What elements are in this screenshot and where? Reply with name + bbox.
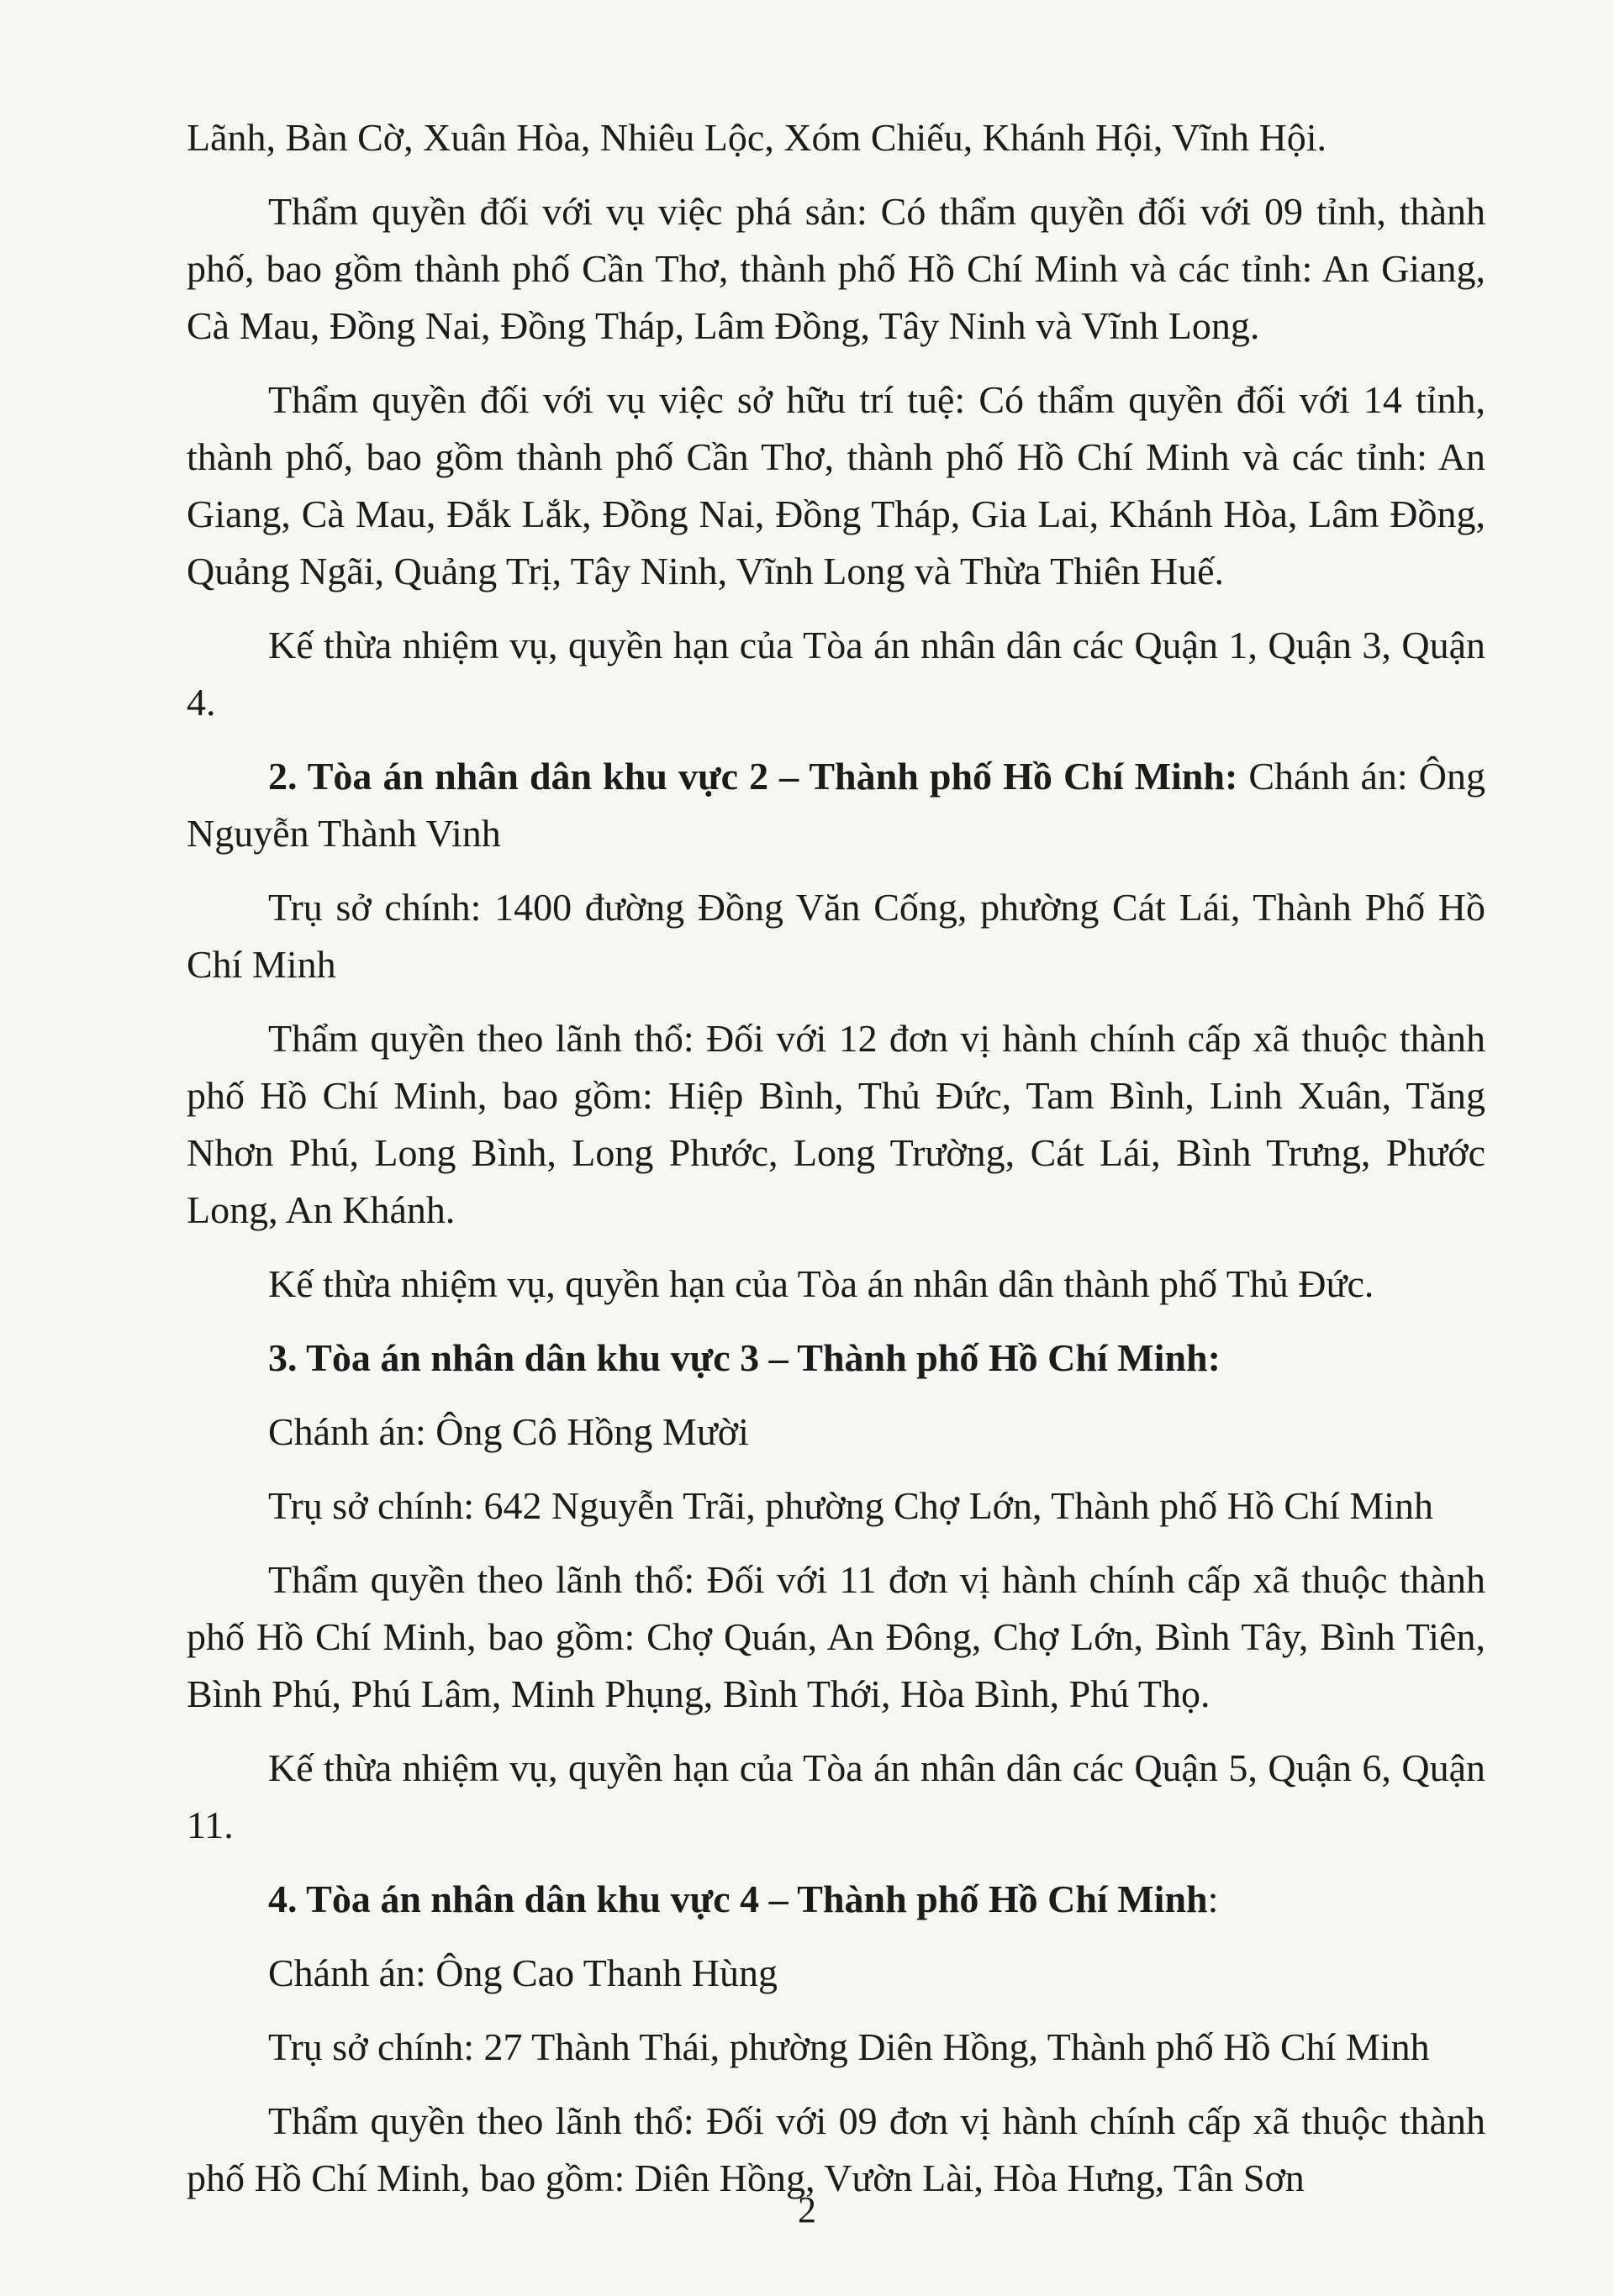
section-2-heading-paragraph — [187, 748, 1485, 862]
paragraph-ip-jurisdiction: Thẩm quyền đối với vụ việc sở hữu trí tuệ: Có thẩm quyền đối với 14 tỉnh, thành phố, bao gồm thành phố Cần Thơ, thành phố Hồ Chí Minh và các tỉnh: An Giang, Cà Mau, Đắk Lắk, Đồng Nai, Đồng Tháp, Gia Lai, Khánh Hòa, Lâm Đồng, Quảng Ngãi, Quảng Trị, Tây Ninh, Vĩnh Long và Thừa Thiên Huế. — [187, 378, 1485, 592]
section-4-heading-paragraph — [187, 1871, 1485, 1928]
section-3-chief-judge: Chánh án: Ông Cô Hồng Mười — [268, 1410, 749, 1453]
page-number: 2 — [798, 2189, 816, 2230]
paragraph-inheritance-1: Kế thừa nhiệm vụ, quyền hạn của Tòa án nhân dân các Quận 1, Quận 3, Quận 4. — [187, 624, 1485, 724]
section-3-inheritance: Kế thừa nhiệm vụ, quyền hạn của Tòa án nhân dân các Quận 5, Quận 6, Quận 11. — [187, 1746, 1485, 1846]
section-2-inheritance: Kế thừa nhiệm vụ, quyền hạn của Tòa án nhân dân thành phố Thủ Đức. — [268, 1262, 1374, 1305]
section-2-heading: 2. Tòa án nhân dân khu vực 2 – Thành phố Hồ Chí Minh: — [268, 755, 1238, 798]
section-4-headquarters: Trụ sở chính: 27 Thành Thái, phường Diên Hồng, Thành phố Hồ Chí Minh — [268, 2025, 1430, 2068]
section-4-heading: 4. Tòa án nhân dân khu vực 4 – Thành phố Hồ Chí Minh — [268, 1877, 1208, 1920]
section-3-headquarters: Trụ sở chính: 642 Nguyễn Trãi, phường Chợ Lớn, Thành phố Hồ Chí Minh — [268, 1484, 1434, 1527]
section-4-chief-judge: Chánh án: Ông Cao Thanh Hùng — [268, 1951, 778, 1994]
paragraph-bankruptcy-jurisdiction: Thẩm quyền đối với vụ việc phá sản: Có thẩm quyền đối với 09 tỉnh, thành phố, bao gồm thành phố Cần Thơ, thành phố Hồ Chí Minh và các tỉnh: An Giang, Cà Mau, Đồng Nai, Đồng Tháp, Lâm Đồng, Tây Ninh và Vĩnh Long. — [187, 190, 1485, 347]
paragraph-ward-list-end: Lãnh, Bàn Cờ, Xuân Hòa, Nhiêu Lộc, Xóm Chiếu, Khánh Hội, Vĩnh Hội. — [187, 116, 1327, 159]
section-3-heading: 3. Tòa án nhân dân khu vực 3 – Thành phố Hồ Chí Minh: — [268, 1336, 1221, 1379]
section-4-territorial-jurisdiction: Thẩm quyền theo lãnh thổ: Đối với 09 đơn vị hành chính cấp xã thuộc thành phố Hồ Chí Minh, bao gồm: Diên Hồng, Vườn Lài, Hòa Hưng, Tân Sơn — [187, 2099, 1485, 2199]
section-4-heading-colon: : — [1207, 1877, 1219, 1920]
section-2-chief-judge: Chánh án: Ông Nguyễn Thành Vinh — [187, 755, 1485, 855]
document-body — [187, 109, 1485, 2224]
section-3-territorial-jurisdiction: Thẩm quyền theo lãnh thổ: Đối với 11 đơn vị hành chính cấp xã thuộc thành phố Hồ Chí Minh, bao gồm: Chợ Quán, An Đông, Chợ Lớn, Bình Tây, Bình Tiên, Bình Phú, Phú Lâm, Minh Phụng, Bình Thới, Hòa Bình, Phú Thọ. — [187, 1558, 1485, 1715]
section-2-headquarters: Trụ sở chính: 1400 đường Đồng Văn Cống, phường Cát Lái, Thành Phố Hồ Chí Minh — [187, 886, 1485, 986]
section-2-territorial-jurisdiction: Thẩm quyền theo lãnh thổ: Đối với 12 đơn vị hành chính cấp xã thuộc thành phố Hồ Chí Minh, bao gồm: Hiệp Bình, Thủ Đức, Tam Bình, Linh Xuân, Tăng Nhơn Phú, Long Bình, Long Phước, Long Trường, Cát Lái, Bình Trưng, Phước Long, An Khánh. — [187, 1017, 1485, 1231]
